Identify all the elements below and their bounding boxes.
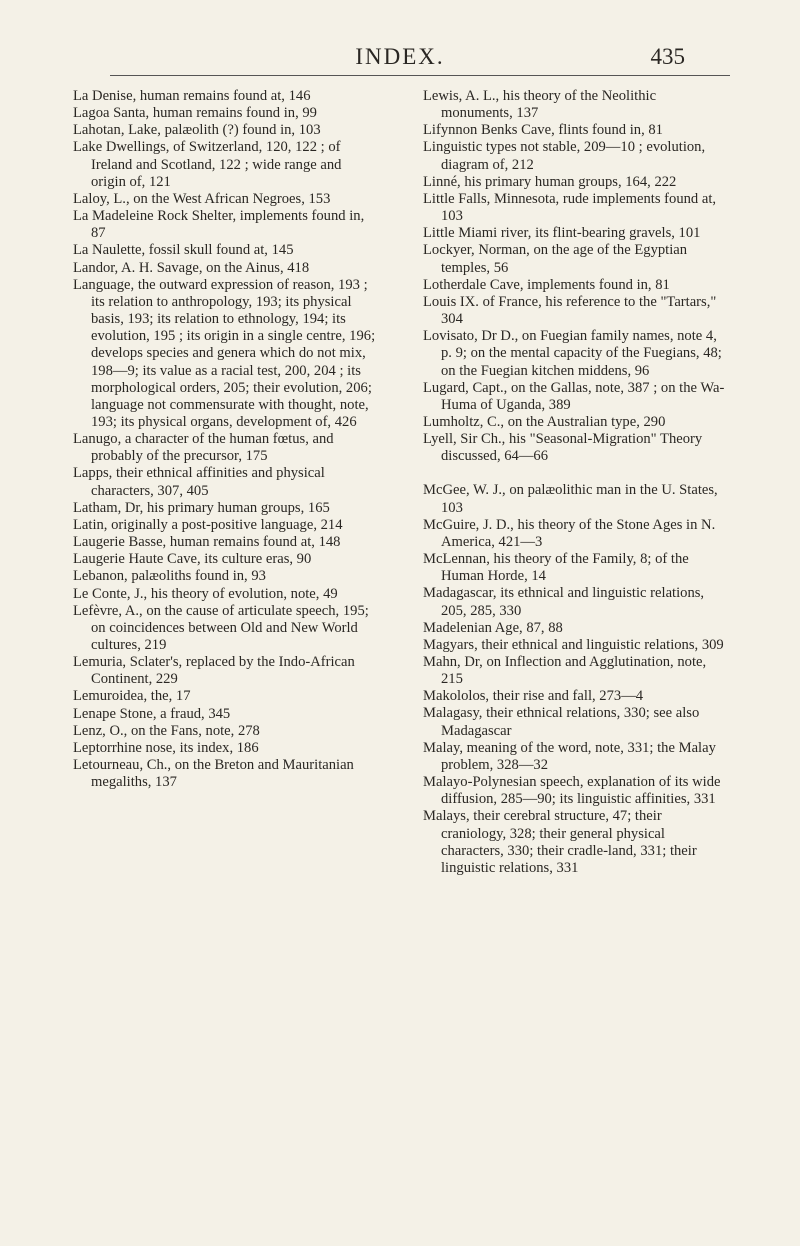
index-entry: Madagascar, its ethnical and linguistic relations, 205, 285, 330 (423, 585, 705, 619)
index-entry: Lenape Stone, a fraud, 345 (73, 705, 231, 722)
section-gap (423, 465, 728, 482)
index-entry: Lagoa Santa, human remains found in, 99 (73, 105, 317, 122)
index-entry: McLennan, his theory of the Family, 8; of the Human Horde, 14 (423, 551, 689, 585)
index-entry: Lahotan, Lake, palæolith (?) found in, 103 (73, 122, 321, 139)
index-entry: Magyars, their ethnical and linguistic relations, 309 (423, 636, 724, 653)
index-entry: Lanugo, a character of the human fœtus, and probably of the precursor, 175 (73, 431, 334, 465)
index-entry: Lugard, Capt., on the Gallas, note, 387 ; on the Wa-Huma of Uganda, 389 (423, 379, 725, 413)
index-entry: Lockyer, Norman, on the age of the Egyptian temples, 56 (423, 242, 688, 276)
index-entry: Laugerie Basse, human remains found at, 148 (73, 534, 341, 551)
index-entry: Latham, Dr, his primary human groups, 165 (73, 499, 330, 516)
index-entry: Makololos, their rise and fall, 273—4 (423, 688, 644, 705)
index-entry: Louis IX. of France, his reference to the "Tartars," 304 (423, 293, 717, 328)
index-entry: Linné, his primary human groups, 164, 222 (423, 173, 677, 190)
index-entry: Leptorrhine nose, its index, 186 (73, 739, 259, 756)
index-entry: La Denise, human remains found at, 146 (73, 88, 311, 104)
index-entry: Lemuria, Sclater's, replaced by the Indo-African Continent, 229 (73, 654, 355, 688)
index-entry: Lenz, O., on the Fans, note, 278 (73, 722, 260, 739)
index-entry: Laugerie Haute Cave, its culture eras, 90 (73, 551, 312, 568)
index-entry: Lemuroidea, the, 17 (73, 688, 191, 705)
index-entry: Madelenian Age, 87, 88 (423, 619, 563, 636)
index-entry: Lake Dwellings, of Switzerland, 120, 122 ; of Ireland and Scotland, 122 ; wide range and origin of, 121 (73, 139, 342, 190)
index-entry: Malagasy, their ethnical relations, 330; see also Madagascar (423, 705, 700, 739)
page-header (0, 40, 800, 72)
index-entry: Lumholtz, C., on the Australian type, 290 (423, 413, 666, 430)
index-entry: Little Falls, Minnesota, rude implements found at, 103 (423, 190, 717, 225)
index-entry: Lyell, Sir Ch., his "Seasonal-Migration" Theory discussed, 64—66 (423, 431, 703, 465)
index-entry: Laloy, L., on the West African Negroes, 153 (73, 190, 331, 207)
index-entry: McGuire, J. D., his theory of the Stone Ages in N. America, 421—3 (423, 516, 716, 550)
index-entry: Lotherdale Cave, implements found in, 81 (423, 276, 670, 293)
index-entry: La Naulette, fossil skull found at, 145 (73, 242, 294, 259)
letter-l-entries (423, 88, 728, 465)
index-entry: McGee, W. J., on palæolithic man in the U. States, 103 (423, 482, 718, 516)
index-entry: Malayo-Polynesian speech, explanation of its wide diffusion, 285—90; its linguistic affinities, 331 (423, 774, 721, 808)
index-entry: Lifynnon Benks Cave, flints found in, 81 (423, 122, 663, 139)
index-entry: La Madeleine Rock Shelter, implements found in, 87 (73, 208, 365, 242)
index-entry: Little Miami river, its flint-bearing gravels, 101 (423, 225, 701, 242)
index-entry: Le Conte, J., his theory of evolution, note, 49 (73, 585, 338, 602)
index-entry: Latin, originally a post-positive language, 214 (73, 516, 343, 533)
index-entry: Malay, meaning of the word, note, 331; the Malay problem, 328—32 (423, 739, 716, 773)
right-column (423, 88, 728, 877)
page-number: 435 (650, 44, 685, 69)
running-title: INDEX. (355, 44, 445, 69)
index-entry: Landor, A. H. Savage, on the Ainus, 418 (73, 259, 310, 276)
letter-m-entries (423, 482, 728, 877)
index-entry: Lovisato, Dr D., on Fuegian family names, note 4, p. 9; on the mental capacity of the Fuegians, 48; on the Fuegian kitchen middens, 96 (423, 328, 722, 379)
left-column (73, 88, 378, 791)
index-entry: Lefèvre, A., on the cause of articulate speech, 195; on coincidences between Old and New World cultures, 219 (73, 602, 369, 653)
index-entry: Malays, their cerebral structure, 47; their craniology, 328; their general physical characters, 330; their cradle-land, 331; their linguistic relations, 331 (423, 808, 697, 876)
index-entry: Lapps, their ethnical affinities and physical characters, 307, 405 (73, 465, 325, 499)
index-entry: Letourneau, Ch., on the Breton and Mauritanian megaliths, 137 (73, 757, 354, 791)
index-entry: Mahn, Dr, on Inflection and Agglutination, note, 215 (423, 654, 707, 688)
index-entry: Linguistic types not stable, 209—10 ; evolution, diagram of, 212 (423, 139, 706, 173)
header-rule (110, 75, 730, 76)
index-entry: Language, the outward expression of reason, 193 ; its relation to anthropology, 193; its physical basis, 193; its relation to ethnology, 194; its evolution, 195 ; its origin in a single centre, 196; develops species and genera which do not mix, 198—9; its value as a racial test, 200, 204 ; its morphological orders, 205; their evolution, 206; language not commensurate with thought, note, 193; its physical organs, development of, 426 (73, 276, 376, 430)
index-entry: Lewis, A. L., his theory of the Neolithic monuments, 137 (423, 88, 657, 122)
index-entry: Lebanon, palæoliths found in, 93 (73, 568, 266, 585)
